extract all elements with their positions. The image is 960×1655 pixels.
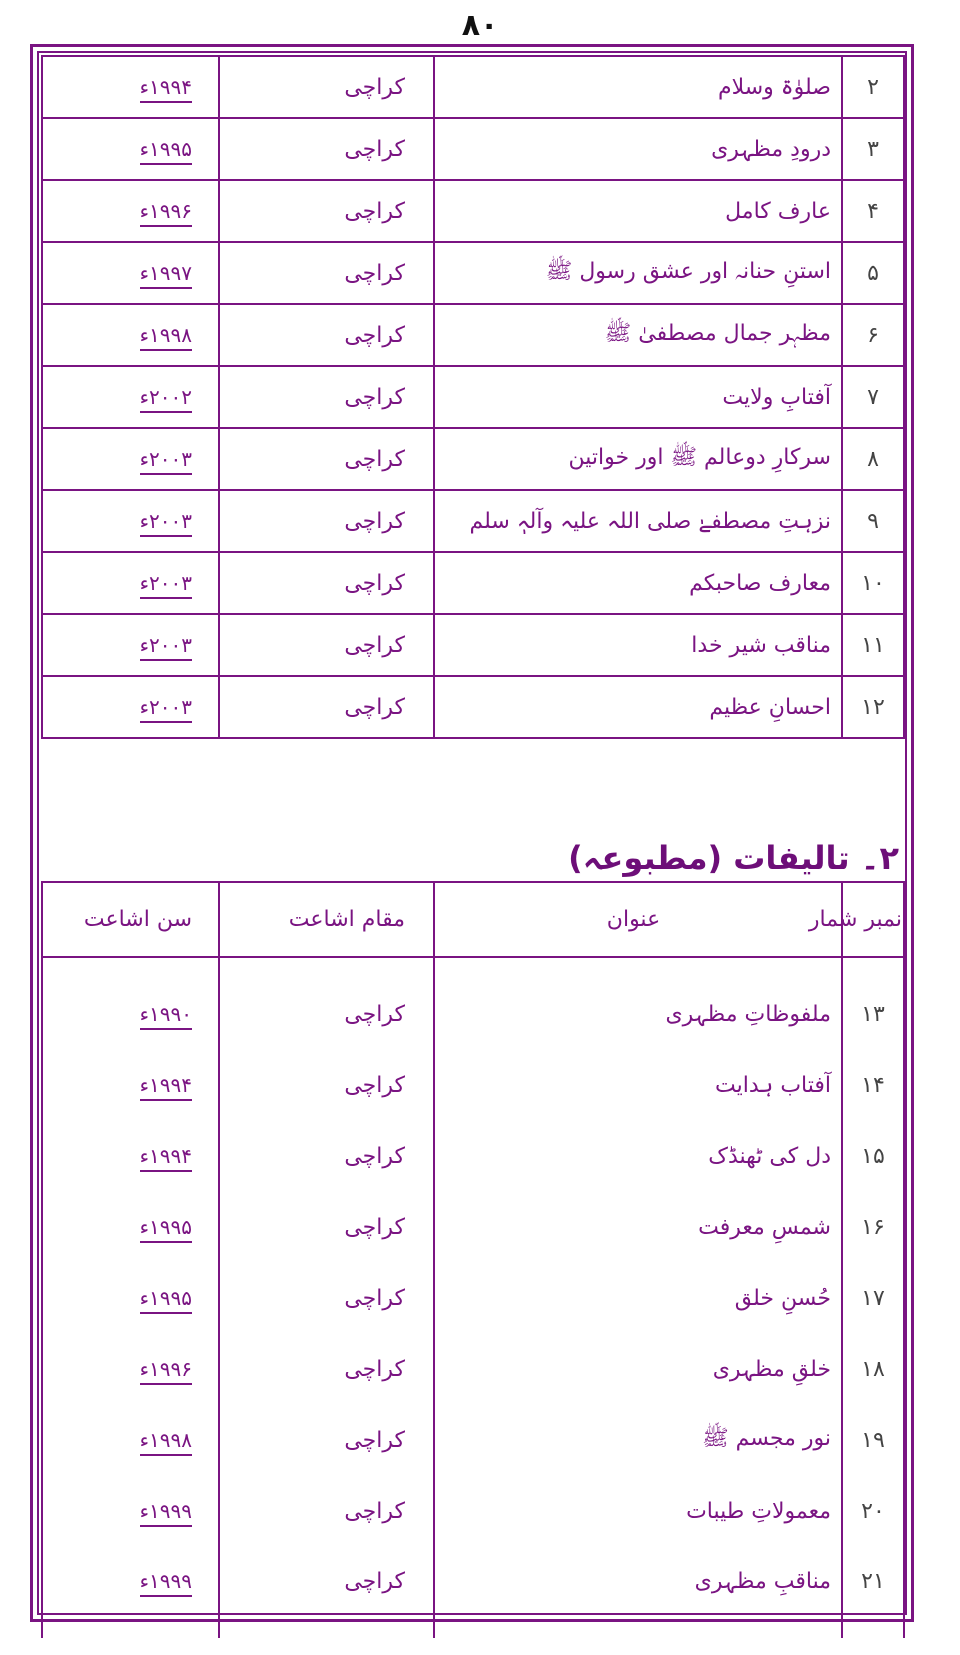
table-row <box>42 1121 904 1192</box>
row-place: کراچی <box>219 180 434 242</box>
row-title: احسانِ عظیم <box>434 676 842 738</box>
row-place: کراچی <box>219 490 434 552</box>
row-number: ۱۹ <box>842 1405 904 1476</box>
spacer-cell <box>434 1617 842 1638</box>
row-number: ۱۶ <box>842 1192 904 1263</box>
row-number: ۱۱ <box>842 614 904 676</box>
publications-table-2-body <box>42 882 904 1638</box>
row-place: کراچی <box>219 1050 434 1121</box>
table-row <box>42 1476 904 1547</box>
row-title: صلوٰۃ وسلام <box>434 56 842 118</box>
row-year: ۱۹۹۵ء <box>140 1286 192 1314</box>
table-row <box>42 1546 904 1617</box>
row-year-cell <box>42 304 219 366</box>
table-spacer-row <box>42 1617 904 1638</box>
table-row <box>42 676 904 738</box>
section-heading-text: ۲۔ تالیفات (مطبوعہ) <box>568 839 899 877</box>
row-year-cell <box>42 490 219 552</box>
row-year: ۱۹۹۴ء <box>140 1144 192 1172</box>
row-year-cell <box>42 1263 219 1334</box>
row-year: ۱۹۹۶ء <box>140 199 192 227</box>
row-year: ۱۹۹۶ء <box>140 1357 192 1385</box>
row-title: معارف صاحبکم <box>434 552 842 614</box>
row-number: ۱۲ <box>842 676 904 738</box>
row-year: ۱۹۹۰ء <box>140 1002 192 1030</box>
row-title: دل کی ٹھنڈک <box>434 1121 842 1192</box>
row-title: آفتاب ہدایت <box>434 1050 842 1121</box>
row-title: عارف کامل <box>434 180 842 242</box>
row-number: ۱۸ <box>842 1334 904 1405</box>
row-place: کراچی <box>219 1546 434 1617</box>
table-row <box>42 1192 904 1263</box>
row-number: ۲۰ <box>842 1476 904 1547</box>
publications-table-2 <box>41 881 905 1638</box>
row-year-cell <box>42 56 219 118</box>
table-row <box>42 180 904 242</box>
row-number: ۸ <box>842 428 904 490</box>
row-place: کراچی <box>219 676 434 738</box>
row-year-cell <box>42 1476 219 1547</box>
row-year-cell <box>42 1546 219 1617</box>
row-year: ۱۹۹۹ء <box>140 1569 192 1597</box>
row-year: ۲۰۰۲ء <box>140 385 192 413</box>
row-number: ۱۷ <box>842 1263 904 1334</box>
row-year-cell <box>42 676 219 738</box>
row-place: کراچی <box>219 428 434 490</box>
row-year: ۲۰۰۳ء <box>140 447 192 475</box>
row-number: ۹ <box>842 490 904 552</box>
row-title: نزہتِ مصطفےٰ صلی اللہ علیہ وآلہٖ سلم <box>434 490 842 552</box>
row-title: مناقب شیر خدا <box>434 614 842 676</box>
row-year: ۱۹۹۹ء <box>140 1499 192 1527</box>
table-row <box>42 1405 904 1476</box>
row-year-cell <box>42 1121 219 1192</box>
row-year-cell <box>42 118 219 180</box>
spacer-cell <box>42 1617 219 1638</box>
row-place: کراچی <box>219 1121 434 1192</box>
row-place: کراچی <box>219 56 434 118</box>
row-year: ۲۰۰۳ء <box>140 509 192 537</box>
row-year: ۲۰۰۳ء <box>140 571 192 599</box>
table-row <box>42 979 904 1050</box>
row-year: ۱۹۹۷ء <box>140 261 192 289</box>
row-number: ۱۰ <box>842 552 904 614</box>
row-title: ملفوظاتِ مظہری <box>434 979 842 1050</box>
row-place: کراچی <box>219 1476 434 1547</box>
table-row <box>42 428 904 490</box>
row-title: نور مجسم ﷺ <box>434 1405 842 1476</box>
row-place: کراچی <box>219 614 434 676</box>
table-row <box>42 1263 904 1334</box>
row-year-cell <box>42 552 219 614</box>
row-year: ۱۹۹۵ء <box>140 137 192 165</box>
table-row <box>42 56 904 118</box>
page-number: ۸۰ <box>461 8 499 43</box>
row-place: کراچی <box>219 552 434 614</box>
row-title: سرکارِ دوعالم ﷺ اور خواتین <box>434 428 842 490</box>
row-year-cell <box>42 366 219 428</box>
row-year: ۲۰۰۳ء <box>140 633 192 661</box>
row-year-cell <box>42 242 219 304</box>
row-year: ۱۹۹۴ء <box>140 75 192 103</box>
row-place: کراچی <box>219 979 434 1050</box>
table-row <box>42 552 904 614</box>
row-title: خلقِ مظہری <box>434 1334 842 1405</box>
row-year: ۱۹۹۸ء <box>140 323 192 351</box>
spacer-cell <box>219 957 434 979</box>
row-title: آفتابِ ولایت <box>434 366 842 428</box>
row-year: ۱۹۹۵ء <box>140 1215 192 1243</box>
table-row <box>42 118 904 180</box>
spacer-cell <box>842 1617 904 1638</box>
row-title: مظہر جمال مصطفیٰ ﷺ <box>434 304 842 366</box>
row-year-cell <box>42 1405 219 1476</box>
header-year: سن اشاعت <box>42 882 219 957</box>
spacer-cell <box>42 957 219 979</box>
row-title: معمولاتِ طیبات <box>434 1476 842 1547</box>
table-row <box>42 490 904 552</box>
row-year: ۲۰۰۳ء <box>140 695 192 723</box>
table-spacer-row <box>42 957 904 979</box>
table-row <box>42 366 904 428</box>
row-title: درودِ مظہری <box>434 118 842 180</box>
row-year-cell <box>42 428 219 490</box>
table-row <box>42 614 904 676</box>
table-row <box>42 242 904 304</box>
row-year-cell <box>42 614 219 676</box>
row-number: ۳ <box>842 118 904 180</box>
header-number: نمبر شمار <box>842 882 904 957</box>
row-number: ۲۱ <box>842 1546 904 1617</box>
row-year: ۱۹۹۸ء <box>140 1428 192 1456</box>
row-place: کراچی <box>219 118 434 180</box>
row-year-cell <box>42 1192 219 1263</box>
row-year-cell <box>42 979 219 1050</box>
row-place: کراچی <box>219 242 434 304</box>
row-place: کراچی <box>219 1405 434 1476</box>
header-place: مقام اشاعت <box>219 882 434 957</box>
row-number: ۱۴ <box>842 1050 904 1121</box>
page-frame <box>30 44 914 1622</box>
publications-table-1 <box>41 55 905 739</box>
table-row <box>42 1334 904 1405</box>
row-year-cell <box>42 1334 219 1405</box>
spacer-cell <box>219 1617 434 1638</box>
row-number: ۱۳ <box>842 979 904 1050</box>
row-place: کراچی <box>219 366 434 428</box>
row-place: کراچی <box>219 1192 434 1263</box>
row-number: ۵ <box>842 242 904 304</box>
row-number: ۴ <box>842 180 904 242</box>
table-row <box>42 1050 904 1121</box>
table-header-row <box>42 882 904 957</box>
table-row <box>42 304 904 366</box>
row-number: ۷ <box>842 366 904 428</box>
header-title: عنوان <box>434 882 842 957</box>
row-place: کراچی <box>219 304 434 366</box>
publications-table-1-body <box>42 56 904 738</box>
row-title: مناقبِ مظہری <box>434 1546 842 1617</box>
row-place: کراچی <box>219 1263 434 1334</box>
spacer-cell <box>842 957 904 979</box>
spacer-cell <box>434 957 842 979</box>
row-number: ۶ <box>842 304 904 366</box>
row-number: ۱۵ <box>842 1121 904 1192</box>
row-year-cell <box>42 180 219 242</box>
section-heading <box>41 835 905 881</box>
row-number: ۲ <box>842 56 904 118</box>
row-title: استنِ حنانہ اور عشق رسول ﷺ <box>434 242 842 304</box>
row-place: کراچی <box>219 1334 434 1405</box>
row-year: ۱۹۹۴ء <box>140 1073 192 1101</box>
row-year-cell <box>42 1050 219 1121</box>
row-title: حُسنِ خلق <box>434 1263 842 1334</box>
row-title: شمسِ معرفت <box>434 1192 842 1263</box>
